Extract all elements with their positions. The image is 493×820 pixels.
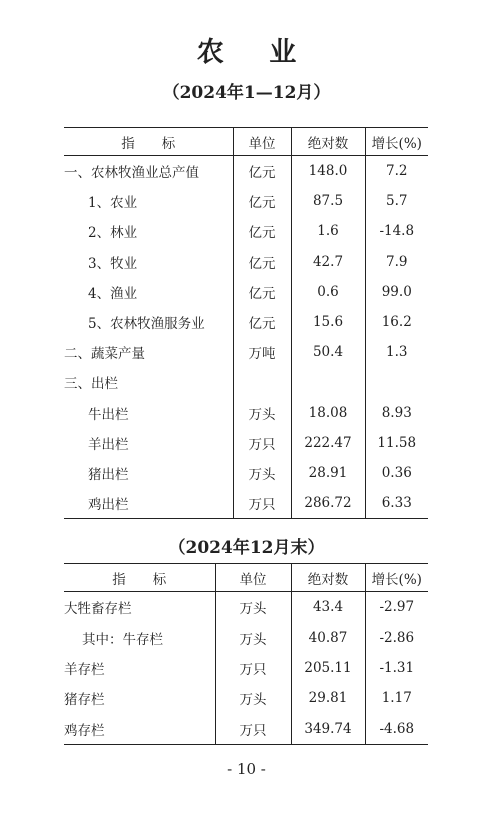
- row-indicator: 大牲畜存栏: [64, 601, 132, 618]
- header-value: 绝对数: [291, 128, 365, 156]
- row-value: 0.6: [291, 277, 365, 307]
- row-unit: 万吨: [233, 337, 291, 367]
- row-value: 50.4: [291, 337, 365, 367]
- row-value: 286.72: [291, 488, 365, 519]
- row-unit: 亿元: [233, 277, 291, 307]
- row-growth: -14.8: [365, 216, 428, 246]
- table-row: [64, 683, 428, 713]
- row-unit: 万头: [233, 398, 291, 428]
- row-value: 148.0: [291, 156, 365, 187]
- page-title: 农 业: [196, 37, 315, 68]
- row-value: 42.7: [291, 247, 365, 277]
- row-indicator: 鸡出栏: [88, 497, 129, 514]
- row-indicator: 牛出栏: [88, 406, 129, 423]
- row-growth: -1.31: [365, 653, 428, 683]
- header-growth: 增长(%): [365, 564, 428, 592]
- row-indicator: 猪出栏: [88, 466, 129, 483]
- row-indicator: 1、农业: [88, 195, 138, 212]
- agriculture-output-table: [64, 127, 428, 519]
- row-unit: 万头: [233, 458, 291, 488]
- row-growth: 99.0: [365, 277, 428, 307]
- row-growth: 1.17: [365, 683, 428, 713]
- table-row: [64, 277, 428, 307]
- row-indicator: 4、渔业: [88, 285, 138, 302]
- table-row: [64, 458, 428, 488]
- row-indicator: 二、蔬菜产量: [64, 346, 145, 363]
- row-unit: 万只: [215, 714, 291, 745]
- row-indicator: 羊存栏: [64, 661, 105, 678]
- row-growth: -2.97: [365, 592, 428, 623]
- section2-subtitle: （2024年12月末）: [168, 538, 325, 558]
- row-unit: [233, 367, 291, 397]
- row-indicator: 3、牧业: [88, 255, 138, 272]
- page-number: - 10 -: [227, 760, 266, 778]
- row-growth: 1.3: [365, 337, 428, 367]
- row-indicator: 鸡存栏: [64, 722, 105, 739]
- row-unit: 亿元: [233, 307, 291, 337]
- row-growth: 7.9: [365, 247, 428, 277]
- header-indicator: 指 标: [64, 128, 233, 156]
- row-unit: 亿元: [233, 186, 291, 216]
- table-row: [64, 367, 428, 397]
- row-value: 1.6: [291, 216, 365, 246]
- row-growth: -2.86: [365, 622, 428, 652]
- table-row: [64, 428, 428, 458]
- row-unit: 亿元: [233, 247, 291, 277]
- table-row: [64, 398, 428, 428]
- row-unit: 万只: [215, 653, 291, 683]
- table-row: [64, 307, 428, 337]
- row-value: 40.87: [291, 622, 365, 652]
- row-unit: 万头: [215, 683, 291, 713]
- table-header-row: [64, 564, 428, 592]
- table-row: [64, 186, 428, 216]
- section1-subtitle: （2024年1—12月）: [162, 83, 331, 103]
- row-indicator: 一、农林牧渔业总产值: [64, 165, 199, 182]
- table-row: [64, 488, 428, 519]
- table-header-row: [64, 128, 428, 156]
- livestock-stock-table: [64, 563, 428, 745]
- row-unit: 亿元: [233, 156, 291, 187]
- table-row: [64, 622, 428, 652]
- row-value: 222.47: [291, 428, 365, 458]
- row-value: 18.08: [291, 398, 365, 428]
- row-growth: 11.58: [365, 428, 428, 458]
- row-value: 87.5: [291, 186, 365, 216]
- table-row: [64, 337, 428, 367]
- row-value: 43.4: [291, 592, 365, 623]
- table-row: [64, 714, 428, 745]
- row-unit: 万头: [215, 592, 291, 623]
- header-growth: 增长(%): [365, 128, 428, 156]
- row-value: 28.91: [291, 458, 365, 488]
- row-growth: 5.7: [365, 186, 428, 216]
- row-growth: 6.33: [365, 488, 428, 519]
- row-unit: 万只: [233, 488, 291, 519]
- row-value: [291, 367, 365, 397]
- row-value: 349.74: [291, 714, 365, 745]
- row-growth: 7.2: [365, 156, 428, 187]
- table-row: [64, 592, 428, 623]
- row-unit: 万只: [233, 428, 291, 458]
- row-value: 29.81: [291, 683, 365, 713]
- table-row: [64, 216, 428, 246]
- row-indicator: 猪存栏: [64, 692, 105, 709]
- row-indicator: 2、林业: [88, 225, 138, 242]
- row-indicator: 三、出栏: [64, 376, 118, 393]
- row-growth: 0.36: [365, 458, 428, 488]
- row-value: 15.6: [291, 307, 365, 337]
- row-growth: [365, 367, 428, 397]
- row-unit: 亿元: [233, 216, 291, 246]
- header-indicator: 指 标: [64, 564, 215, 592]
- row-growth: 8.93: [365, 398, 428, 428]
- header-unit: 单位: [215, 564, 291, 592]
- row-growth: 16.2: [365, 307, 428, 337]
- header-unit: 单位: [233, 128, 291, 156]
- row-indicator: 羊出栏: [88, 436, 129, 453]
- header-value: 绝对数: [291, 564, 365, 592]
- row-value: 205.11: [291, 653, 365, 683]
- row-indicator: 其中：牛存栏: [82, 631, 163, 648]
- table-row: [64, 653, 428, 683]
- row-unit: 万头: [215, 622, 291, 652]
- row-growth: -4.68: [365, 714, 428, 745]
- table-row: [64, 156, 428, 187]
- table-row: [64, 247, 428, 277]
- row-indicator: 5、农林牧渔服务业: [88, 316, 205, 333]
